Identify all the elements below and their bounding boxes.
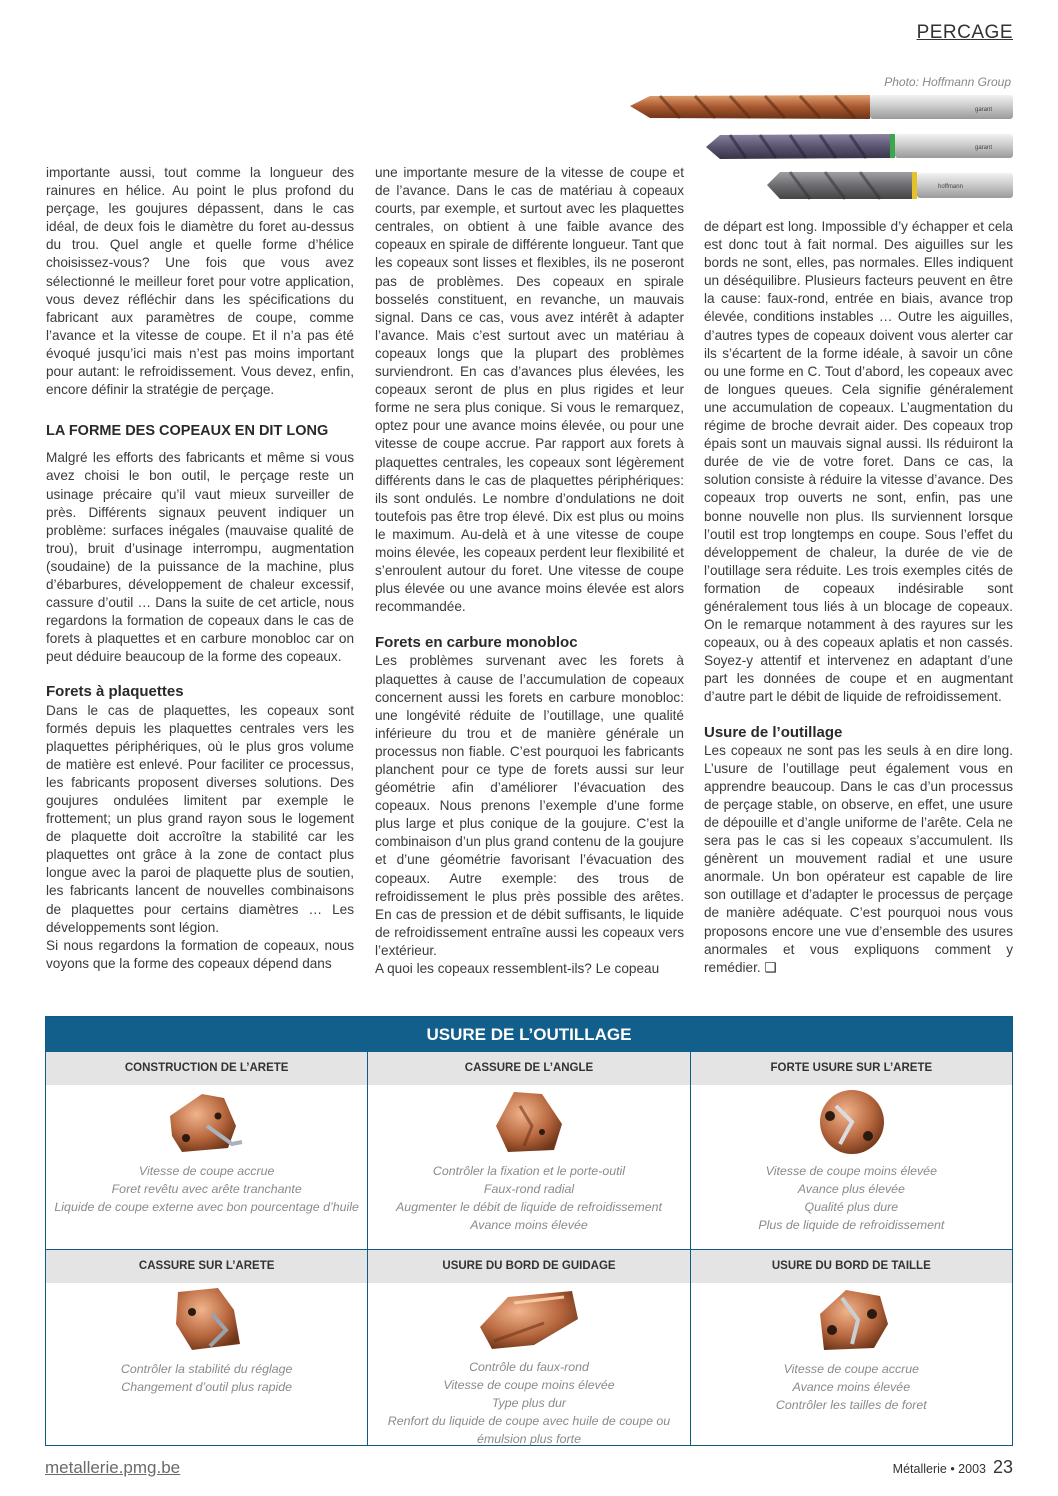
- table-row: [46, 1052, 1012, 1249]
- svg-text:garant: garant: [975, 107, 993, 113]
- article-column-2: [375, 164, 684, 978]
- remedy-line: Avance moins élevée: [792, 1380, 911, 1394]
- remedy-line: Foret revêtu avec arête tranchante: [111, 1182, 302, 1196]
- paragraph: importante aussi, tout comme la longueur des rainures en hélice. Au point le plus profond du perçage, les goujures dépassent, dans le cas idéal, de deux fois le diamètre du foret au-dessus du trou. Quel angle et quelle forme d’hélice choisissez-vous? Une fois que vous avez sélectionné le meilleur foret pour votre application, vous devez réfléchir dans les spécifications du fabricant aux paramètres de coupe, comme l’avance et la vitesse de coupe. Et il n’a pas été évoqué jusqu’ici mais n’est pas moins important pour autant: le refroidissement. Vous devez, enfin, encore définir la stratégie de perçage.: [46, 165, 354, 398]
- cell-header: CASSURE SUR L’ARETE: [46, 1250, 367, 1283]
- page-number: 23: [992, 1457, 1013, 1477]
- cell-header: USURE DU BORD DE GUIDAGE: [368, 1250, 689, 1283]
- table-cell: [691, 1250, 1012, 1446]
- drill-tip-image: [46, 1283, 367, 1355]
- remedy-line: Contrôler la fixation et le porte-outil: [432, 1164, 626, 1178]
- remedy-line: Avance plus élevée: [797, 1182, 905, 1196]
- article-column-3: [704, 218, 1013, 977]
- table-cell: [46, 1250, 368, 1446]
- remedy-line: Liquide de coupe externe avec bon pourcentage d’huile: [54, 1200, 359, 1214]
- subheading: Forets à plaquettes: [46, 683, 184, 701]
- table-cell: [368, 1052, 690, 1249]
- remedy-line: Augmenter le débit de liquide de refroidissement: [396, 1200, 662, 1214]
- cell-remedies: [691, 1355, 1012, 1446]
- remedy-line: Avance moins élevée: [470, 1218, 588, 1232]
- paragraph: A quoi les copeaux ressemblent-ils? Le copeau: [375, 961, 660, 977]
- paragraph: de départ est long. Impossible d’y échapper et cela est donc tout à fait normal. Des aiguilles sur les bords ne sont, elles, pas normales. Elles indiquent un déséquilibre. Plusieurs facteurs peuvent en être la cause: faux-rond, entrée en biais, avance trop élevée, conditions instables … Outre les aiguilles, d’autres types de copeaux doivent vous alerter car ils s’écartent de la forme idéale, à savoir un cône ou une forme en C. Tout d’abord, les copeaux avec de longues queues. Cela signifie généralement une accumulation de copeaux. L’augmentation du régime de broche devrait aider. Des copeaux trop épais sont un mauvais signal aussi. Ils réduiront la durée de vie de votre foret. Dans ce cas, la solution consiste à réduire la vitesse d’avance. Des copeaux trop ouverts ne sont, enfin, pas une bonne nouvelle non plus. Ils surviennent lorsque l’outil est trop longtemps en coupe. Sous l’effet du développement de chaleur, la durée de vie de l’outillage sera réduite. Les trois exemples cités de formation de copeaux indésirable sont généralement tous liés à un blocage de copeaux. On le remarque notamment à des rayures sur les copeaux, ou à des copeaux aplatis et non cassés. Soyez-y attentif et intervenez en adaptant d’une part les données de coupe et en augmentant d’autre part le débit de liquide de refroidissement.: [704, 219, 1013, 705]
- table-cell: [46, 1052, 368, 1249]
- table-cell: [691, 1052, 1012, 1249]
- table-title: USURE DE L’OUTILLAGE: [46, 1017, 1012, 1052]
- remedy-line: Qualité plus dure: [804, 1200, 899, 1214]
- cell-remedies: [368, 1157, 689, 1249]
- svg-text:hoffmann: hoffmann: [938, 184, 963, 190]
- photo-credit: Photo: Hoffmann Group: [884, 75, 1011, 89]
- cell-header: FORTE USURE SUR L’ARETE: [691, 1052, 1012, 1085]
- remedy-line: Plus de liquide de refroidissement: [758, 1218, 945, 1232]
- drill-tip-image: [368, 1283, 689, 1353]
- section-heading: LA FORME DES COPEAUX EN DIT LONG: [46, 423, 329, 440]
- drill-tip-image: [368, 1085, 689, 1157]
- cell-remedies: [691, 1157, 1012, 1249]
- remedy-line: Renfort du liquide de coupe avec huile de coupe ou: [387, 1414, 671, 1428]
- cell-header: USURE DU BORD DE TAILLE: [691, 1250, 1012, 1283]
- paragraph: Si nous regardons la formation de copeaux, nous voyons que la forme des copeaux dépend dans: [46, 937, 354, 971]
- drill-3: [767, 172, 1013, 199]
- drill-tip-image: [46, 1085, 367, 1157]
- remedy-line: Vitesse de coupe accrue: [783, 1362, 920, 1376]
- footer-publication: Métallerie • 2003: [892, 1462, 986, 1476]
- cell-header: CASSURE DE L’ANGLE: [368, 1052, 689, 1085]
- cell-remedies: [46, 1355, 367, 1446]
- cell-header: CONSTRUCTION DE L’ARETE: [46, 1052, 367, 1085]
- section-label: PERCAGE: [916, 22, 1013, 43]
- subheading: Forets en carbure monobloc: [375, 634, 578, 652]
- paragraph: [704, 742, 1013, 977]
- remedy-line: Faux-rond radial: [483, 1182, 575, 1196]
- end-mark: ❑: [764, 959, 777, 975]
- paragraph-text: Les copeaux ne sont pas les seuls à en dire long. L’usure de l’outillage peut également vous en apprendre beaucoup. Dans le cas d’un processus de perçage stable, on observe, en effet, une usure de dépouille et d’angle uniforme de l’arête. Cela ne sera pas le cas si les copeaux s’accumulent. Ils génèrent un mouvement radial et une usure anormale. Un bon opérateur est capable de lire son outillage et d’adapter le processus de perçage de manière adéquate. C’est pourquoi nous vous proposons encore une vue d’ensemble des usures anormales et vous expliquons comment y remédier.: [704, 742, 1013, 975]
- article-column-1: [46, 164, 354, 973]
- remedy-line: émulsion plus forte: [476, 1432, 581, 1446]
- remedy-line: Vitesse de coupe accrue: [138, 1164, 275, 1178]
- svg-text:garant: garant: [975, 145, 993, 151]
- wear-table: [45, 1016, 1013, 1446]
- paragraph: Dans le cas de plaquettes, les copeaux sont formés depuis les plaquettes centrales vers les plaquettes périphériques, où le plus gros volume de matière est enlevé. Pour faciliter ce processus, les fabricants proposent diverses solutions. Des goujures ondulées limitent par exemple le frottement; un plus grand rayon sous le logement de plaquette doit accroître la stabilité car les plaquettes ont grâce à la zone de contact plus longue avec la paroi de plaquette plus de soutien, les fabricants lancent de nouvelles combinaisons de plaquettes pour certains diamètres … Les développements sont légion.: [46, 702, 354, 935]
- table-row: [46, 1249, 1012, 1446]
- paragraph: une importante mesure de la vitesse de coupe et de l’avance. Dans le cas de matériau à copeaux courts, par exemple, et surtout avec les plaquettes centrales, on obtient à une faible avance des copeaux en spirale de différente longueur. Tant que les copeaux sont lisses et flexibles, ils ne poseront pas de problèmes. Des copeaux en spirale bosselés constituent, en revanche, un mauvais signal. Dans ce cas, vous avez intérêt à adapter l’avance. Mais c’est surtout avec un matériau à copeaux longs que la plupart des problèmes surviendront. En cas d’avances plus élevées, les copeaux seront de plus en plus rigides et leur forme ne sera plus conique. Si vous le remarquez, optez pour une avance moins élevée, ou pour une vitesse de coupe accrue. Par rapport aux forets à plaquettes centrales, les copeaux sont légèrement différents dans le cas de plaquettes périphériques: ils sont ondulés. Le nombre d’ondulations ne doit toutefois pas être trop élevé. Dix est plus ou moins le maximum. Au-delà et à une vitesse de coupe moins élevée, les copeaux perdent leur flexibilité et s’enroulent autour du foret. Une vitesse de coupe plus élevée ou une avance moins élevée est alors recommandée.: [375, 165, 684, 615]
- paragraph: Les problèmes survenant avec les forets à plaquettes à cause de l’accumulation de copeaux concernent aussi les forets en carbure monobloc: une longévité réduite de l’outillage, une qualité inférieure du trou et de manière générale un processus non fiable. C’est pourquoi les fabricants planchent pour ce type de forets aussi sur leur géométrie afin d’améliorer l’évacuation des copeaux. Nous prenons l’exemple d’une forme plus large et plus conique de la goujure. C’est la combinaison d’un plus grand contenu de la goujure et d’une géométrie favorisant l’évacuation des copeaux. Autre exemple: des trous de refroidissement le plus près possible des arêtes. En cas de pression et de débit suffisants, le liquide de refroidissement entraîne aussi les copeaux vers l’extérieur.: [375, 653, 684, 958]
- paragraph: Malgré les efforts des fabricants et même si vous avez choisi le bon outil, le perçage reste un usinage précaire qu’il vaut mieux surveiller de près. Différents signaux peuvent indiquer un problème: surfaces inégales (mauvaise qualité de trou), bruit d’usinage interrompu, augmentation (soudaine) de la puissance de la machine, plus d’ébarbures, développement de chaleur excessif, cassure d’outil … Dans la suite de cet article, nous regardons la formation de copeaux dans le cas de forets à plaquettes et en carbure monobloc car on peut déduire beaucoup de la forme des copeaux.: [46, 450, 354, 665]
- remedy-line: Vitesse de coupe moins élevée: [765, 1164, 937, 1178]
- subheading: Usure de l’outillage: [704, 723, 843, 741]
- remedy-line: Contrôle du faux-rond: [469, 1360, 589, 1374]
- table-cell: [368, 1250, 690, 1446]
- cell-remedies: [46, 1157, 367, 1249]
- cell-remedies: [368, 1353, 689, 1448]
- drill-tip-image: [691, 1283, 1012, 1355]
- footer-website-link[interactable]: metallerie.pmg.be: [45, 1458, 181, 1477]
- remedy-line: Changement d’outil plus rapide: [121, 1380, 293, 1394]
- drill-tip-image: [691, 1085, 1012, 1157]
- remedy-line: Type plus dur: [491, 1396, 567, 1410]
- remedy-line: Vitesse de coupe moins élevée: [443, 1378, 615, 1392]
- drill-2: [706, 134, 1013, 159]
- drill-1: [630, 95, 1013, 119]
- remedy-line: Contrôler les tailles de foret: [775, 1398, 927, 1412]
- remedy-line: Contrôler la stabilité du réglage: [120, 1362, 293, 1376]
